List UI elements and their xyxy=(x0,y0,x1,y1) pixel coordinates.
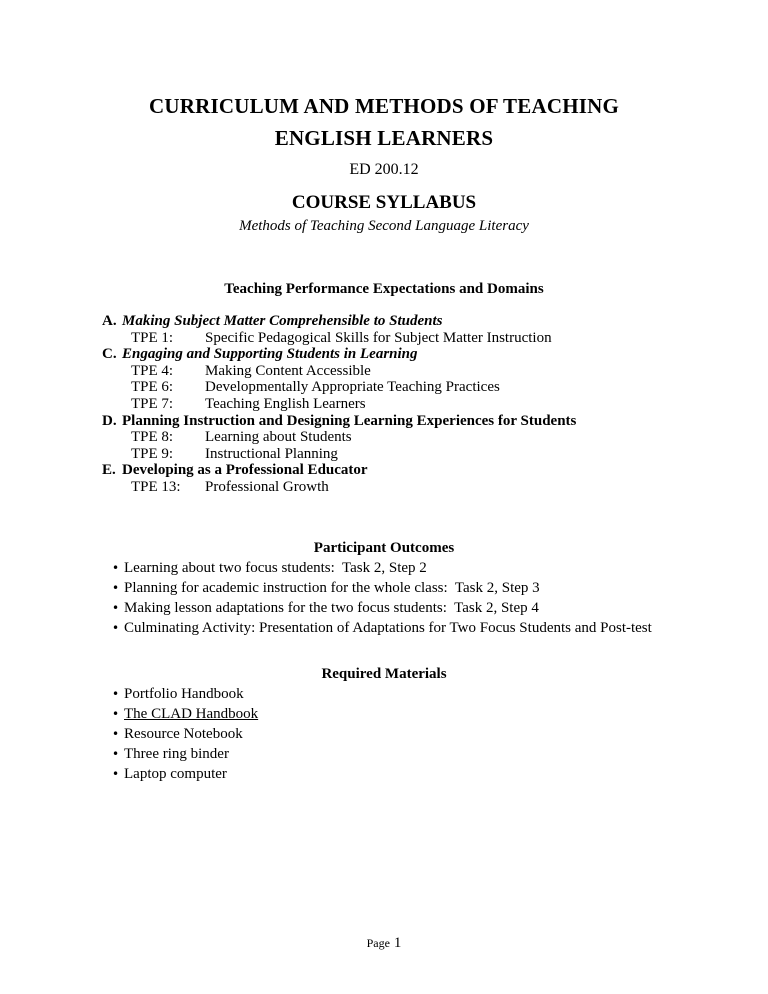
course-code: ED 200.12 xyxy=(349,161,419,178)
list-item xyxy=(100,744,668,764)
domain-title: Engaging and Supporting Students in Learning xyxy=(122,346,418,363)
domain-row-e xyxy=(100,462,668,479)
domain-row-c xyxy=(100,346,668,363)
tpe-desc: Developmentally Appropriate Teaching Practices xyxy=(205,379,500,396)
tpe-code: TPE 7: xyxy=(131,395,174,412)
bullet-icon: • xyxy=(112,580,120,595)
outcome-text: Making lesson adaptations for the two focus students: Task 2, Step 4 xyxy=(124,599,539,616)
bullet-icon: • xyxy=(112,706,120,721)
tpe-row xyxy=(100,446,668,463)
page-footer xyxy=(0,934,768,952)
tpe-row xyxy=(100,363,668,380)
materials-heading: Required Materials xyxy=(321,665,447,682)
materials-list xyxy=(100,684,668,784)
domain-label: A. xyxy=(102,313,117,329)
bullet-icon: • xyxy=(112,746,120,761)
document-title-line1: CURRICULUM AND METHODS OF TEACHING xyxy=(149,94,619,118)
tpe-list xyxy=(100,313,668,496)
tpe-desc: Making Content Accessible xyxy=(205,362,371,379)
list-item xyxy=(100,578,668,598)
tpe-code: TPE 4: xyxy=(131,362,174,379)
page-label: Page xyxy=(366,936,390,950)
syllabus-title: COURSE SYLLABUS xyxy=(291,192,477,213)
tpe-code: TPE 8: xyxy=(131,429,174,446)
outcome-text: Learning about two focus students: Task 2, Step 2 xyxy=(124,559,427,576)
tpe-row xyxy=(100,396,668,413)
tpe-desc: Specific Pedagogical Skills for Subject Matter Instruction xyxy=(205,329,552,346)
list-item xyxy=(100,558,668,578)
tpe-desc: Learning about Students xyxy=(205,429,352,446)
tpe-row xyxy=(100,479,668,496)
outcomes-heading: Participant Outcomes xyxy=(313,539,455,556)
page-number: 1 xyxy=(393,935,402,951)
tpe-code: TPE 6: xyxy=(131,379,174,396)
tpe-row xyxy=(100,330,668,347)
document-title-line2: ENGLISH LEARNERS xyxy=(274,126,494,150)
tpe-row xyxy=(100,379,668,396)
domain-title: Planning Instruction and Designing Learning Experiences for Students xyxy=(122,412,577,429)
tpe-desc: Teaching English Learners xyxy=(205,395,366,412)
syllabus-subtitle: Methods of Teaching Second Language Literacy xyxy=(239,218,529,234)
list-item xyxy=(100,724,668,744)
domain-label: C. xyxy=(102,346,117,363)
list-item xyxy=(100,764,668,784)
outcome-text: Culminating Activity: Presentation of Adaptations for Two Focus Students and Post-test xyxy=(124,619,652,636)
bullet-icon: • xyxy=(112,726,120,741)
bullet-icon: • xyxy=(112,766,120,781)
list-item xyxy=(100,618,668,638)
bullet-icon: • xyxy=(112,620,120,635)
list-item xyxy=(100,598,668,618)
material-text: Resource Notebook xyxy=(124,725,243,742)
material-text: Three ring binder xyxy=(124,745,229,762)
outcomes-list xyxy=(100,558,668,638)
domain-title: Making Subject Matter Comprehensible to Students xyxy=(122,313,443,329)
domain-title: Developing as a Professional Educator xyxy=(122,462,368,479)
domain-label: D. xyxy=(102,412,117,429)
tpe-code: TPE 9: xyxy=(131,445,174,462)
bullet-icon: • xyxy=(112,560,120,575)
tpe-row xyxy=(100,429,668,446)
material-text: The CLAD Handbook xyxy=(124,705,259,722)
tpe-code: TPE 13: xyxy=(131,478,181,495)
list-item xyxy=(100,684,668,704)
bullet-icon: • xyxy=(112,686,120,701)
material-text: Laptop computer xyxy=(124,765,227,782)
outcome-text: Planning for academic instruction for the whole class: Task 2, Step 3 xyxy=(124,579,540,596)
list-item xyxy=(100,704,668,724)
tpe-section-heading: Teaching Performance Expectations and Domains xyxy=(224,281,544,297)
bullet-icon: • xyxy=(112,600,120,615)
domain-label: E. xyxy=(102,462,116,479)
domain-row-d xyxy=(100,413,668,430)
tpe-desc: Professional Growth xyxy=(205,478,329,495)
tpe-code: TPE 1: xyxy=(131,329,174,346)
material-text: Portfolio Handbook xyxy=(124,685,244,702)
tpe-desc: Instructional Planning xyxy=(205,445,338,462)
domain-row-a xyxy=(100,313,668,330)
